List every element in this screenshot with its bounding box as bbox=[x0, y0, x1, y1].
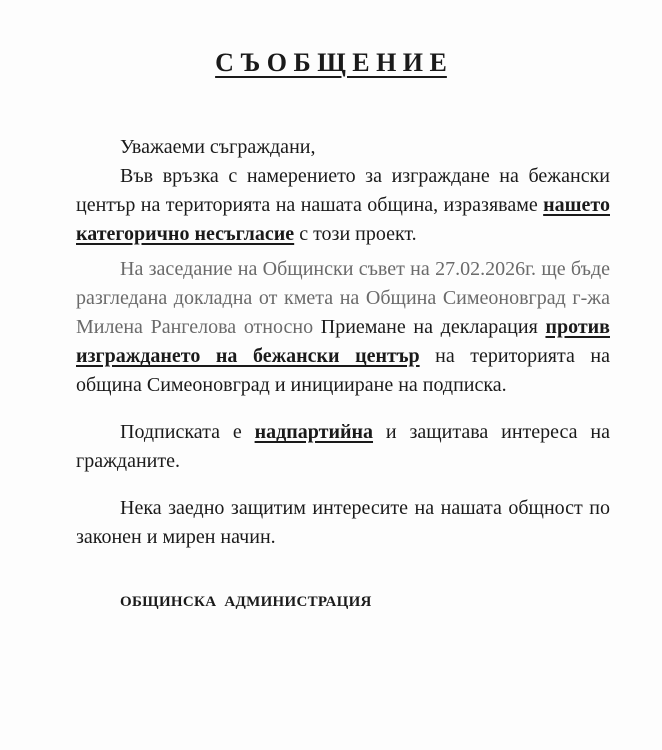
paragraph-2-grey-text: На заседание на Общински съвет на 27.02.2026г. ще бъде разгледана докладна от кмета на Община Симеоновград г-жа Милена Рангелова относно bbox=[76, 258, 610, 338]
paragraph-3-text-before: Подписката е bbox=[120, 421, 255, 443]
paragraph-3 bbox=[76, 418, 610, 476]
paragraph-3-emphasis: надпартийна bbox=[254, 421, 374, 443]
signature: ОБЩИНСКА АДМИНИСТРАЦИЯ bbox=[120, 594, 372, 610]
paragraph-1-text-after: с този проект. bbox=[294, 223, 417, 245]
paragraph-3-text-after: и защитава интереса на гражданите. bbox=[76, 421, 610, 472]
title-text: С Ъ О Б Щ Е Н И Е bbox=[215, 48, 447, 77]
paragraph-2 bbox=[76, 255, 610, 400]
paragraph-4: Нека заедно защитим интересите на нашата общност по законен и мирен начин. bbox=[76, 497, 610, 548]
paragraph-2-emphasis: против изграждането на бежански център bbox=[76, 316, 610, 367]
document-title bbox=[0, 46, 662, 80]
paragraph-2-text-before: Приемане на декларация bbox=[320, 316, 546, 338]
paragraph-2-text-after: на територията на община Симеоновград и иницииране на подписка. bbox=[76, 345, 610, 396]
paragraph-1 bbox=[76, 162, 610, 249]
document-body bbox=[76, 133, 610, 552]
greeting: Уважаеми съграждани, bbox=[120, 136, 316, 158]
paragraph-1-emphasis: нашето категорично несъгласие bbox=[76, 194, 610, 245]
paragraph-1-text-before: Във връзка с намерението за изграждане на бежански център на територията на нашата община, изразяваме bbox=[76, 165, 610, 216]
